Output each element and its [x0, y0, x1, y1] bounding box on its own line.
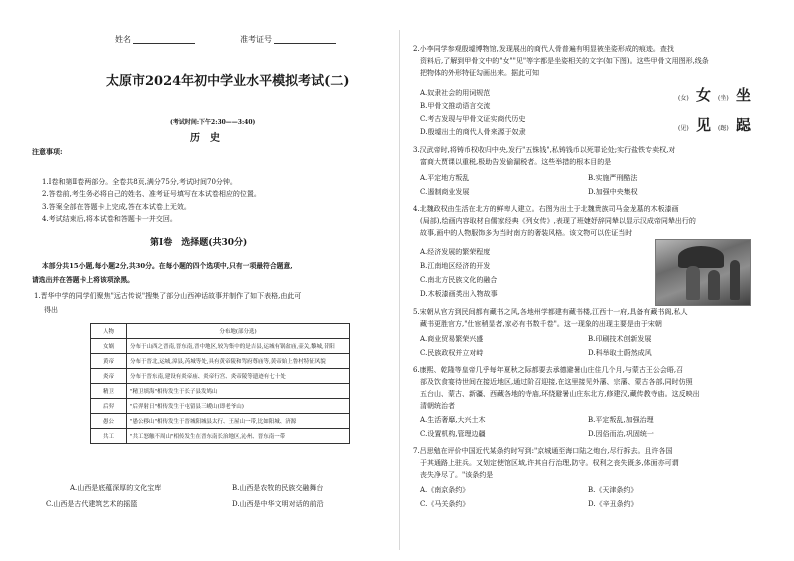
q2-option-c[interactable]: C.考古发现与甲骨文证实商代历史 [420, 115, 526, 123]
q3-option-c[interactable]: C.遏制商业发展 [420, 188, 470, 196]
q2-option-a[interactable]: A.奴隶社会的用词规范 [420, 89, 491, 97]
q6-stem: 部及饮食宴待世间在接近地区,通过阶召迎接,在这里接见外藩、宗藩、蒙古各部,同时仿照 [420, 378, 693, 386]
q7-option-c[interactable]: C.《马关条约》 [420, 500, 470, 508]
q5-option-d[interactable]: D.科举取士蔚然成风 [588, 349, 652, 357]
oracle-label: (见) [678, 125, 689, 132]
table-cell-place: "愚公移山"相传发生于晋城阳城县太行、王屋山一带,比如阳城、济源 [127, 414, 350, 429]
q1-option-c[interactable]: C.山西是古代建筑艺术的摇篮 [46, 500, 138, 508]
table-cell-place: 分布于山西之晋南,晋东南,晋中地区,较为集中的是吉县,运城有锅盆庙,壶关,黎城,昔阳 [127, 339, 350, 354]
table-cell-person: 愚公 [91, 414, 127, 429]
q6-option-c[interactable]: C.设置机构,管理边疆 [420, 430, 486, 438]
q1-option-d[interactable]: D.山西是中华文明对话的前沿 [232, 500, 324, 508]
q6-option-b[interactable]: B.平定叛乱,加强治理 [588, 416, 654, 424]
q6-option-a[interactable]: A.生活奢靡,大兴土木 [420, 416, 486, 424]
q4-stem: 4.北魏政权由生活在北方的鲜卑人建立。右图为出土于北魏贵族司马金龙墓的木板漆画 [413, 205, 679, 213]
notes-item: 2.答卷前,考生务必将自己的姓名、准考证号填写在本试卷相应的位置。 [42, 190, 261, 198]
table-row [91, 429, 350, 444]
table-cell-place: 分布于晋东南,建设有炎帝庙、炎帝行宫、炎帝陵等遗迹有七十处 [127, 369, 350, 384]
table-cell-place: "共工怒触不周山"相传发生在晋东南长治地区,沁州、晋东南一带 [127, 429, 350, 444]
exam-time: (考试时间:下午2:30——3:40) [170, 119, 256, 126]
q7-option-d[interactable]: D.《辛丑条约》 [588, 500, 638, 508]
q1-option-a[interactable]: A.山西是底蕴深厚的文化宝库 [70, 484, 162, 492]
q3-option-b[interactable]: B.实施严刑酷法 [588, 174, 638, 182]
table-row [91, 384, 350, 399]
q1-stem: 1.晋华中学的同学们聚焦"远古传说"搜集了部分山西神话故事并制作了如下表格,由此可 [34, 292, 302, 300]
exam-number-label: 准考证号 [240, 35, 272, 44]
q4-option-c[interactable]: C.南北方民族文化的融合 [420, 276, 498, 284]
table-header-row [91, 324, 350, 339]
q5-stem: 5.宋朝从官方到民间都有藏书之风,各地州学都建有藏书楼,江西十一府,具备有藏书阁,私人 [413, 308, 688, 316]
section-title: 第Ⅰ卷 选择题(共30分) [150, 238, 248, 248]
oracle-label: (跽) [718, 125, 729, 132]
table-cell-person: 后羿 [91, 399, 127, 414]
table-header-cell: 分布地(部分选) [127, 324, 350, 339]
table-cell-person: 精卫 [91, 384, 127, 399]
q4-option-d[interactable]: D.木板漆画类出入物故事 [420, 290, 498, 298]
column-divider [399, 30, 400, 550]
table-cell-person: 炎帝 [91, 369, 127, 384]
q3-option-a[interactable]: A.平定地方叛乱 [420, 174, 470, 182]
q7-stem: 7.吕思勉在评价中国近代某条约时写到:"京城通至海口陆之炮台,尽行拆去。且许各国 [413, 447, 673, 455]
q3-stem: 3.汉武帝时,将铸币权收归中央,发行"五铢钱",私铸钱币以死罪论处;实行盐铁专卖权,对 [413, 146, 676, 154]
exam-title: 太原市2024年初中学业水平模拟考试(二) [106, 74, 350, 89]
q7-stem: 于其通路上驻兵。又划定使馆区域,许其自行治理,防守。权利之丧失既多,体面亦可谓 [420, 459, 679, 467]
table-row [91, 339, 350, 354]
table-row [91, 399, 350, 414]
table-row [91, 369, 350, 384]
q5-option-c[interactable]: C.民族政权并立对峙 [420, 349, 484, 357]
q6-stem: 6.康熙、乾隆等皇帝几乎每年夏秋之际都要去承德避暑山庄住几个月,与蒙古王公会晤,召 [413, 366, 684, 374]
exam-number-field [240, 35, 336, 44]
notes-item: 3.答案全部在答题卡上完成,答在本试卷上无效。 [42, 203, 191, 211]
oracle-label: (女) [678, 95, 689, 102]
exam-number-blank[interactable] [274, 36, 336, 44]
oracle-glyph-icon: 坐 [736, 86, 752, 104]
q4-option-b[interactable]: B.江南地区经济的开发 [420, 262, 491, 270]
q4-stem: (局部),绘画内容取材自儒家经典《列女传》,表现了班婕妤辞同辇以显示汉成帝同辇出行的 [420, 217, 696, 225]
figure-shape [686, 266, 700, 300]
q1-table [90, 323, 350, 444]
q6-option-d[interactable]: D.因俗而治,巩固统一 [588, 430, 654, 438]
notes-item: 1.Ⅰ卷和第Ⅱ卷两部分。全卷共8页,满分75分,考试时间70分钟。 [42, 178, 237, 186]
notes-heading: 注意事项: [32, 147, 63, 156]
q6-stem: 五台山、蒙古、新疆、西藏各地的寺庙,环绕避暑山庄东北方,修建汉,藏传教寺庙。这反映出 [420, 390, 700, 398]
table-header-cell: 人物 [91, 324, 127, 339]
q5-option-b[interactable]: B.印刷技术创新发展 [588, 335, 652, 343]
subject-title: 历 史 [190, 133, 220, 144]
notes-item: 4.考试结束后,将本试卷和答题卡一并交回。 [42, 215, 177, 223]
table-cell-person: 黄帝 [91, 354, 127, 369]
q4-option-a[interactable]: A.经济发展的繁荣程度 [420, 248, 491, 256]
oracle-glyph-icon: 跽 [736, 116, 752, 134]
name-field [115, 35, 195, 44]
section-intro: 请选出并在答题卡上将该项涂黑。 [32, 276, 134, 284]
section-intro: 本部分共15小题,每小题2分,共30分。在每小题的四个选项中,只有一项最符合题意, [42, 262, 293, 270]
q3-stem: 富商大贾课以重税,极助告发偷漏税者。这些举措的根本目的是 [420, 158, 612, 166]
canopy-shape [678, 246, 724, 268]
q6-stem: 清朝统治者 [420, 402, 455, 410]
name-label: 姓名 [115, 35, 131, 44]
lacquer-painting-image [655, 239, 751, 306]
q5-stem: 藏书更胜官方,"仕宦稍显者,家必有书数千卷"。这一现象的出现主要是由于宋朝 [420, 320, 662, 328]
q2-stem: 资料后,了解到甲骨文中的"女""见"等字都是坐姿相关的文字(如下图)。这些甲骨文用图形,线条 [420, 57, 709, 65]
table-row [91, 354, 350, 369]
figure-shape [730, 260, 740, 300]
q1-stem: 得出 [44, 306, 58, 314]
q1-option-b[interactable]: B.山西是农牧的民族交融舞台 [232, 484, 324, 492]
q2-option-d[interactable]: D.殷墟出土的商代人骨来源于奴隶 [420, 128, 526, 136]
q7-stem: 丧失净尽了。"该条约是 [420, 471, 494, 479]
q7-option-b[interactable]: B.《天津条约》 [588, 486, 638, 494]
figure-shape [708, 270, 720, 300]
oracle-glyph-icon: 见 [696, 116, 712, 134]
table-cell-place: 分布于晋北,运城,漳县,芮城等处,具有黄帝陵和驾府尊庙等,黄帝始上鲁村特征风貌 [127, 354, 350, 369]
q3-option-d[interactable]: D.加强中央集权 [588, 188, 638, 196]
oracle-glyph-icon: 女 [696, 86, 712, 104]
table-cell-person: 女娲 [91, 339, 127, 354]
q4-stem: 故事,画中的人物服饰多为当时南方的奢装风格。该文物可以佐证当时 [420, 229, 633, 237]
q2-option-b[interactable]: B.甲骨文推动语言交流 [420, 102, 491, 110]
table-cell-person: 共工 [91, 429, 127, 444]
q2-stem: 把物体的外形特征勾画出来。据此可知 [420, 69, 539, 77]
table-row [91, 414, 350, 429]
oracle-label: (坐) [718, 95, 729, 102]
table-cell-place: "精卫填海"相传发生于长子县发鸠山 [127, 384, 350, 399]
q7-option-a[interactable]: A.《南京条约》 [420, 486, 470, 494]
q2-stem: 2.小李同学参观殷墟博物馆,发现展出的商代人骨普遍有明显被坐姿形成的痕迹。查找 [413, 45, 674, 53]
q5-option-a[interactable]: A.商业贸易繁荣兴盛 [420, 335, 484, 343]
table-cell-place: "后羿射日"相传发生于屯留县三嵕山(即老爷山) [127, 399, 350, 414]
name-blank[interactable] [133, 36, 195, 44]
